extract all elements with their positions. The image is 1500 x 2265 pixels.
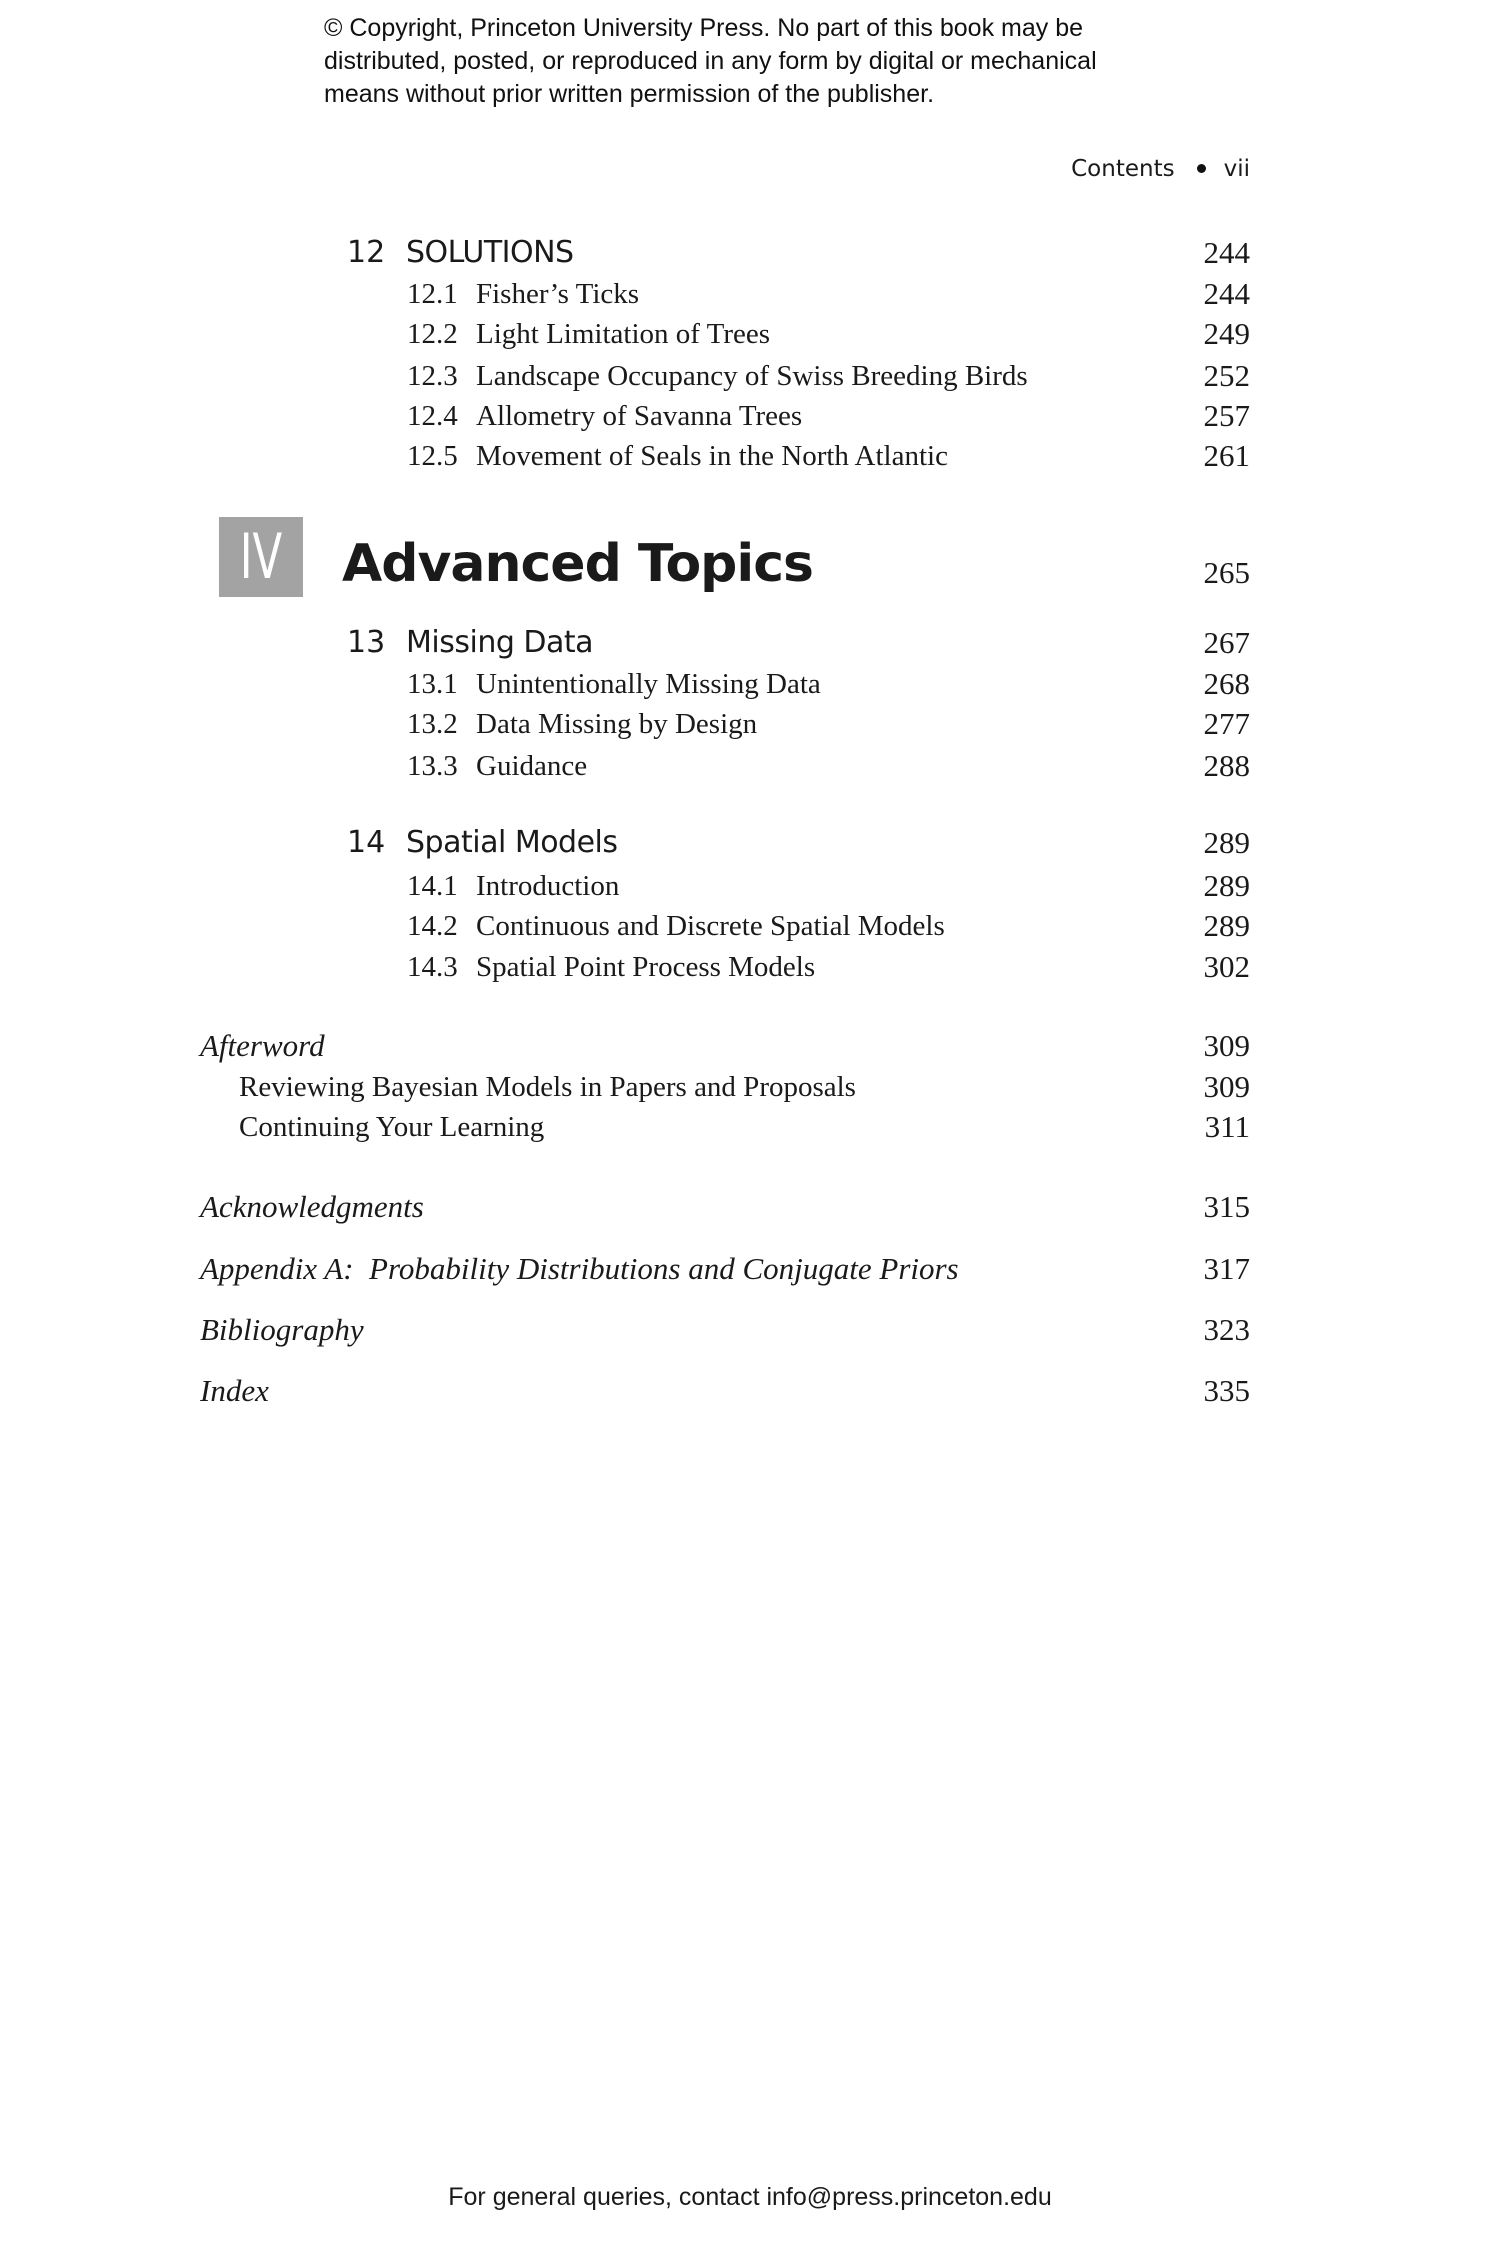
toc-bibliography[interactable] [0, 1309, 1500, 1351]
part-number-badge: IV [219, 517, 303, 597]
section-number: 13.1 [407, 668, 458, 700]
page-number: 289 [1203, 868, 1250, 903]
section-title: Light Limitation of Trees [476, 318, 771, 350]
part-page-row [0, 552, 1500, 594]
toc-appendix-a[interactable] [0, 1248, 1500, 1290]
toc-section[interactable] [0, 905, 1500, 947]
page-number: 249 [1203, 316, 1250, 351]
entry-title: Bibliography [200, 1312, 364, 1347]
toc-chapter-13[interactable] [0, 622, 1500, 664]
toc-afterword-item[interactable] [0, 1066, 1500, 1108]
section-title: Fisher’s Ticks [476, 278, 640, 310]
afterword-title: Afterword [200, 1028, 325, 1063]
section-title: Landscape Occupancy of Swiss Breeding Birds [476, 360, 1028, 392]
afterword-item-title: Reviewing Bayesian Models in Papers and Proposals [239, 1071, 856, 1103]
running-head-page: vii [1223, 156, 1250, 182]
afterword-item-title: Continuing Your Learning [239, 1111, 545, 1143]
page-number: 244 [1203, 276, 1250, 311]
toc-section[interactable] [0, 865, 1500, 907]
toc-section[interactable] [0, 946, 1500, 988]
section-number: 12.2 [407, 318, 458, 350]
chapter-number: 14 [347, 825, 386, 860]
page-number: 302 [1203, 949, 1250, 984]
entry-title: Index [200, 1373, 269, 1408]
toc-section[interactable] [0, 273, 1500, 315]
section-number: 14.1 [407, 870, 458, 902]
section-number: 12.1 [407, 278, 458, 310]
entry-title: Acknowledgments [200, 1189, 424, 1224]
toc-section[interactable] [0, 395, 1500, 437]
copyright-line: means without prior written permission of the publisher. [324, 80, 935, 108]
section-number: 13.3 [407, 750, 458, 782]
page-number: 289 [1203, 825, 1250, 860]
page-number: 335 [1203, 1373, 1250, 1408]
toc-chapter-12[interactable] [0, 232, 1500, 274]
page-number: 261 [1203, 438, 1250, 473]
page-number: 323 [1203, 1312, 1250, 1347]
page-number: 267 [1203, 625, 1250, 660]
section-title: Allometry of Savanna Trees [476, 400, 803, 432]
toc-section[interactable] [0, 703, 1500, 745]
section-title: Movement of Seals in the North Atlantic [476, 440, 948, 472]
toc-acknowledgments[interactable] [0, 1186, 1500, 1228]
page-number: 268 [1203, 666, 1250, 701]
running-head [1071, 152, 1250, 186]
toc-section[interactable] [0, 313, 1500, 355]
section-title: Data Missing by Design [476, 708, 758, 740]
running-head-section: Contents [1071, 156, 1175, 182]
entry-title: Appendix A: Probability Distributions and Conjugate Priors [200, 1251, 959, 1286]
copyright-notice [324, 12, 1224, 111]
section-number: 12.3 [407, 360, 458, 392]
toc-section[interactable] [0, 745, 1500, 787]
section-title: Guidance [476, 750, 588, 782]
part-title[interactable]: Advanced Topics [342, 534, 814, 594]
section-title: Introduction [476, 870, 620, 902]
page-number: 252 [1203, 358, 1250, 393]
page-number: 311 [1204, 1109, 1250, 1144]
chapter-number: 13 [347, 625, 386, 660]
chapter-number: 12 [347, 235, 386, 270]
page-number: 315 [1203, 1189, 1250, 1224]
footer-contact: For general queries, contact info@press.princeton.edu [448, 2183, 1052, 2211]
section-number: 13.2 [407, 708, 458, 740]
page-number: 309 [1203, 1028, 1250, 1063]
chapter-title: SOLUTIONS [406, 235, 574, 270]
page-number: 265 [1203, 555, 1250, 590]
toc-section[interactable] [0, 663, 1500, 705]
section-number: 12.5 [407, 440, 458, 472]
section-number: 14.2 [407, 910, 458, 942]
bullet-icon [1197, 164, 1206, 173]
chapter-title: Missing Data [406, 625, 594, 660]
toc-section[interactable] [0, 435, 1500, 477]
toc-afterword[interactable] [0, 1025, 1500, 1067]
page-number: 317 [1203, 1251, 1250, 1286]
toc-index[interactable] [0, 1370, 1500, 1412]
page-number: 244 [1203, 235, 1250, 270]
page-number: 309 [1203, 1069, 1250, 1104]
page-number: 277 [1203, 706, 1250, 741]
page-number: 288 [1203, 748, 1250, 783]
copyright-line: distributed, posted, or reproduced in any form by digital or mechanical [324, 47, 1097, 75]
section-title: Spatial Point Process Models [476, 951, 816, 983]
toc-afterword-item[interactable] [0, 1106, 1500, 1148]
copyright-line: © Copyright, Princeton University Press. No part of this book may be [324, 14, 1084, 42]
section-title: Unintentionally Missing Data [476, 668, 821, 700]
section-number: 12.4 [407, 400, 458, 432]
section-number: 14.3 [407, 951, 458, 983]
toc-section[interactable] [0, 355, 1500, 397]
section-title: Continuous and Discrete Spatial Models [476, 910, 945, 942]
page-number: 257 [1203, 398, 1250, 433]
chapter-title: Spatial Models [406, 825, 618, 860]
toc-chapter-14[interactable] [0, 822, 1500, 864]
page-number: 289 [1203, 908, 1250, 943]
